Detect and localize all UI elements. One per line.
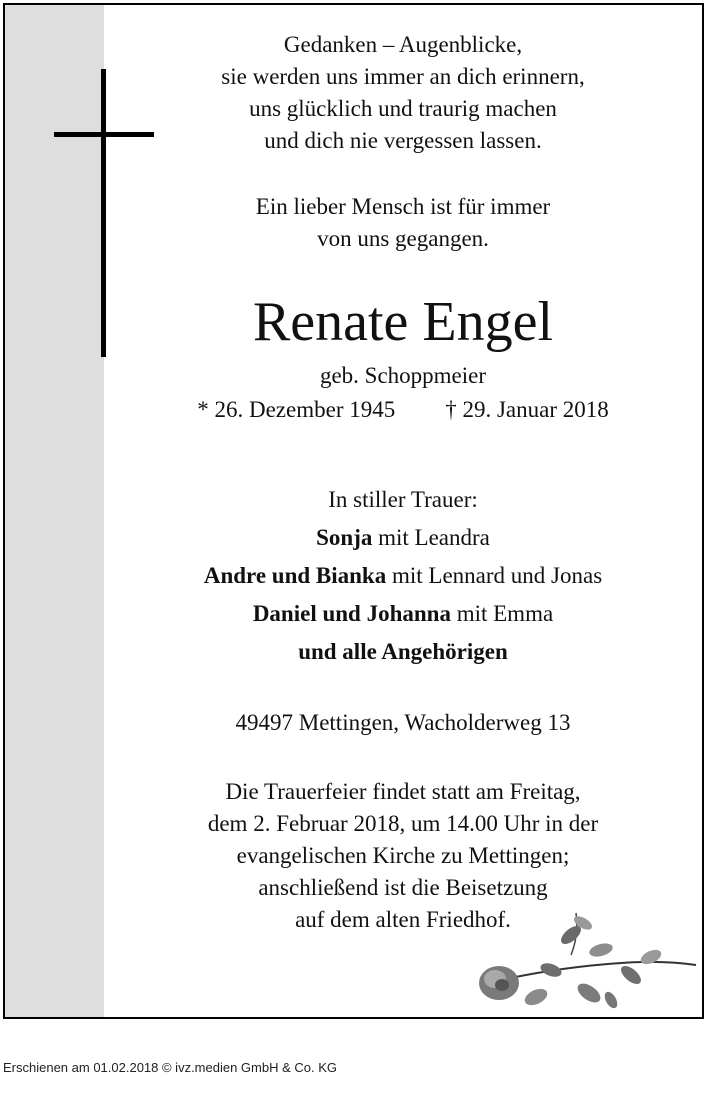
rose-icon <box>471 905 701 1015</box>
publication-footer: Erschienen am 01.02.2018 © ivz.medien GmbH & Co. KG <box>3 1060 338 1075</box>
mourner-row <box>104 557 702 595</box>
mourner-rest: mit Leandra <box>372 525 490 550</box>
poem-line: sie werden uns immer an dich erinnern, <box>221 64 585 89</box>
poem-line: Ein lieber Mensch ist für immer <box>255 194 551 219</box>
mourners-block <box>104 481 702 671</box>
mourner-rest: mit Lennard und Jonas <box>386 563 603 588</box>
ceremony-line: dem 2. Februar 2018, um 14.00 Uhr in der <box>207 811 599 836</box>
poem-line: von uns gegangen. <box>317 226 489 251</box>
mourner-row <box>104 595 702 633</box>
mourner-row <box>104 519 702 557</box>
maiden-name: geb. Schoppmeier <box>319 363 487 388</box>
mourner-rest: mit Emma <box>450 601 554 626</box>
birth-date: * 26. Dezember 1945 <box>197 397 396 422</box>
death-date: † 29. Januar 2018 <box>445 397 609 422</box>
ceremony-line: evangelischen Kirche zu Mettingen; <box>236 843 570 868</box>
mourner-name: Andre und Bianka <box>203 563 387 588</box>
poem <box>104 29 702 157</box>
life-dates <box>104 395 702 425</box>
poem-closing <box>104 191 702 255</box>
obituary-card <box>3 3 704 1019</box>
ceremony-line: auf dem alten Friedhof. <box>295 907 511 932</box>
mourner-row <box>104 633 702 671</box>
deceased-name: Renate Engel <box>252 291 554 353</box>
poem-line: Gedanken – Augenblicke, <box>283 32 523 57</box>
mourner-name: Sonja <box>316 525 373 550</box>
address: 49497 Mettingen, Wacholderweg 13 <box>235 710 571 735</box>
mourners-intro: In stiller Trauer: <box>328 487 478 512</box>
ceremony-line: Die Trauerfeier findet statt am Freitag, <box>225 779 581 804</box>
mourner-name: und alle Angehörigen <box>298 639 508 664</box>
ceremony-line: anschließend ist die Beisetzung <box>258 875 548 900</box>
mourner-name: Daniel und Johanna <box>252 601 451 626</box>
poem-line: uns glücklich und traurig machen <box>249 96 557 121</box>
poem-line: und dich nie vergessen lassen. <box>264 128 542 153</box>
side-strip <box>5 5 104 1017</box>
